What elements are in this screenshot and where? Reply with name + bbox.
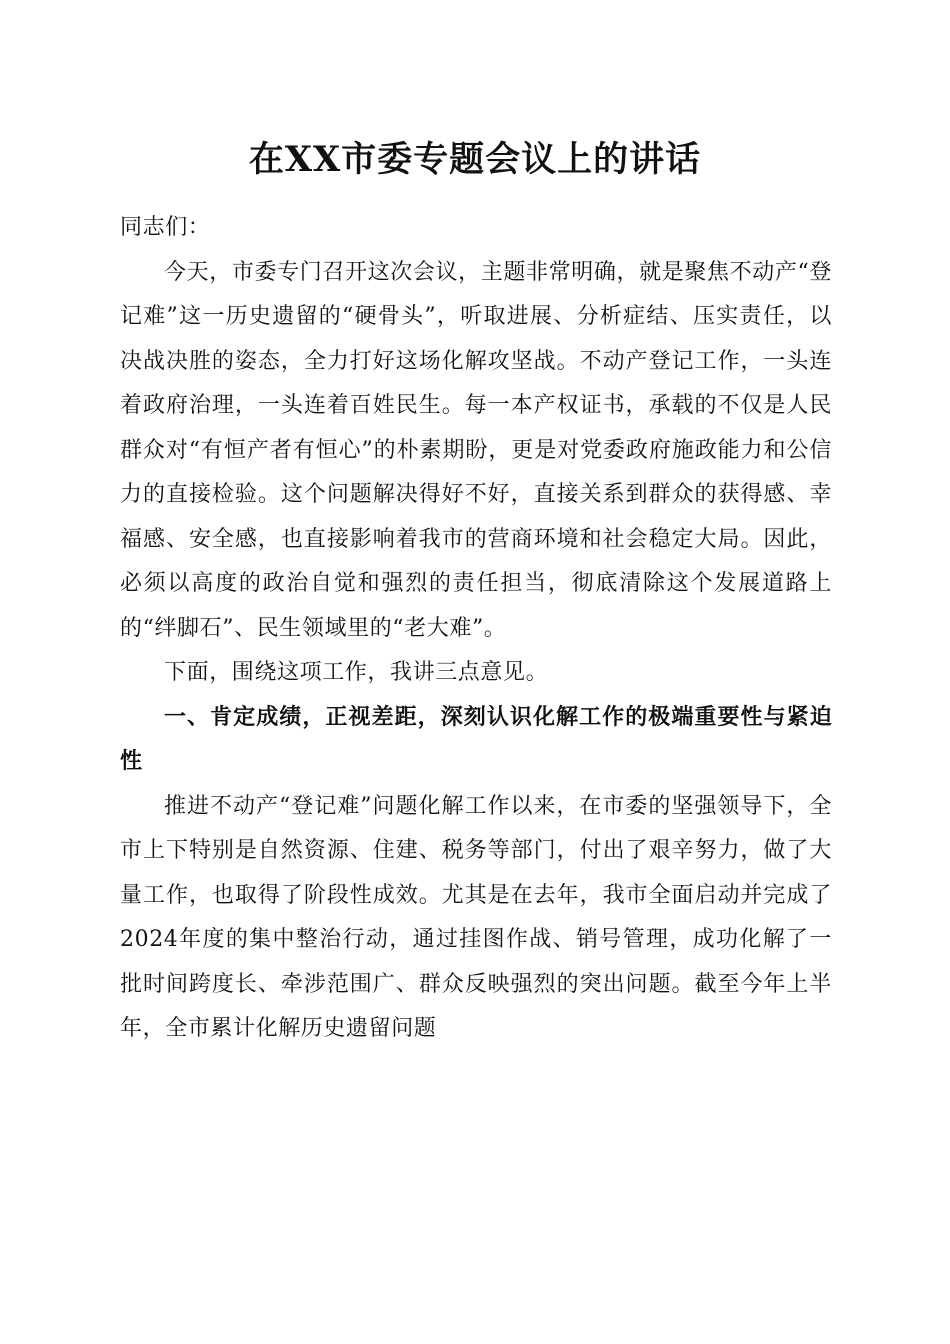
section-heading-1: 一、肯定成绩，正视差距，深刻认识化解工作的极端重要性与紧迫性 (120, 704, 832, 774)
document-title: 在XX市委专题会议上的讲话 (248, 139, 702, 180)
body-paragraph-section-1: 推进不动产“登记难”问题化解工作以来，在市委的坚强领导下，全市上下特别是自然资源、住建、税务等部门，付出了艰辛努力，做了大量工作，也取得了阶段性成效。尤其是在去年，我市全面启动并完成了2024年度的集中整治行动，通过挂图作战、销号管理，成功化解了一批时间跨度长、牵涉范围广、群众反映强烈的突出问题。截至今年上半年，全市累计化解历史遗留问题 (120, 793, 832, 1041)
document-body (120, 206, 832, 1052)
body-paragraph-intro: 今天，市委专门召开这次会议，主题非常明确，就是聚焦不动产“登记难”这一历史遗留的“硬骨头”，听取进展、分析症结、压实责任，以决战决胜的姿态，全力打好这场化解攻坚战。不动产登记工作，一头连着政府治理，一头连着百姓民生。每一本产权证书，承载的不仅是人民群众对“有恒产者有恒心”的朴素期盼，更是对党委政府施政能力和公信力的直接检验。这个问题解决得好不好，直接关系到群众的获得感、幸福感、安全感，也直接影响着我市的营商环境和社会稳定大局。因此，必须以高度的政治自觉和强烈的责任担当，彻底清除这个发展道路上的“绊脚石”、民生领域里的“老大难”。 (120, 259, 832, 641)
body-paragraph-outline: 下面，围绕这项工作，我讲三点意见。 (164, 660, 549, 685)
salutation: 同志们： (120, 215, 211, 240)
